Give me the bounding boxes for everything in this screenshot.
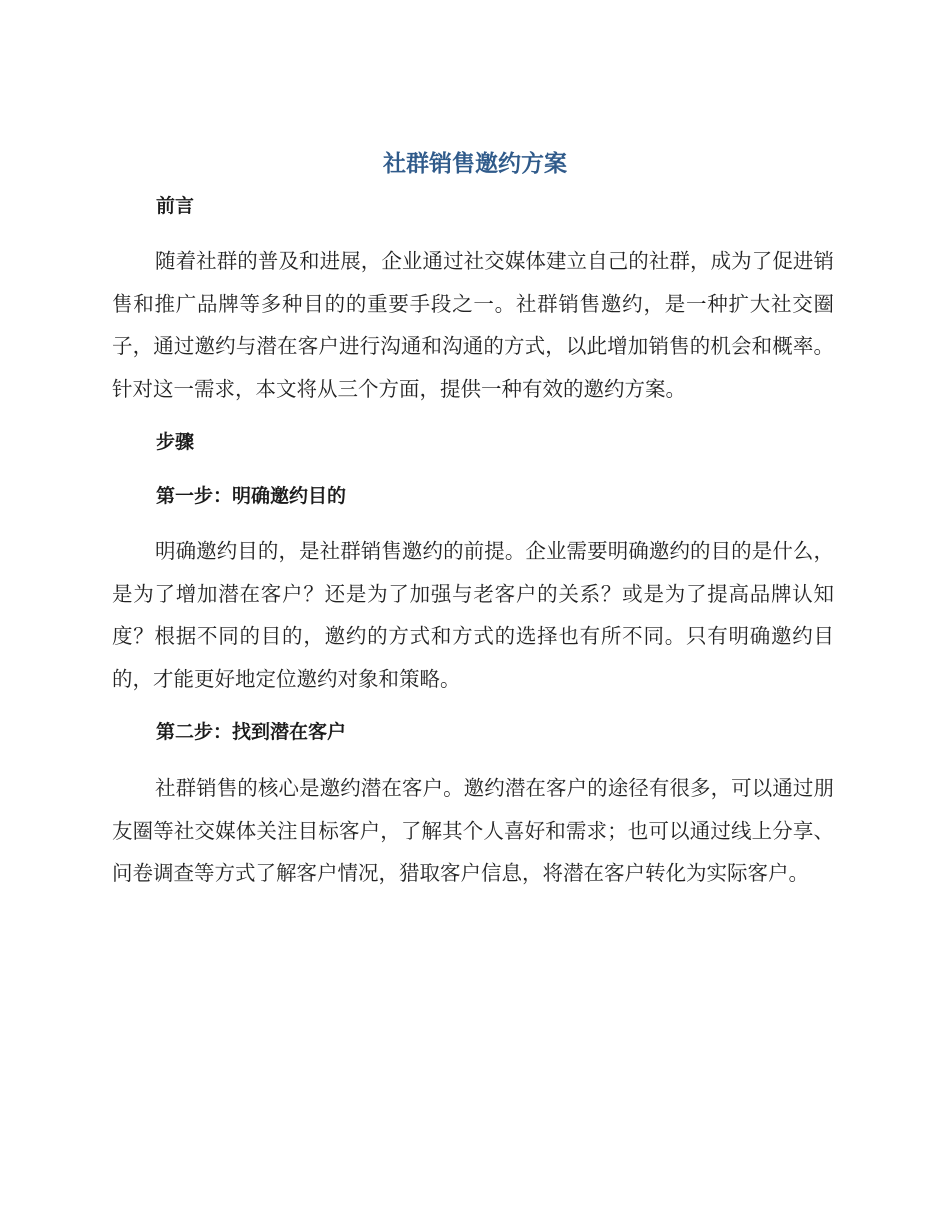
section-heading-preface: 前言 [156, 195, 195, 217]
section-heading-step-two: 第二步：找到潜在客户 [156, 721, 347, 743]
section-heading-step-one: 第一步：明确邀约目的 [156, 485, 347, 507]
section-paragraph-preface: 随着社群的普及和进展，企业通过社交媒体建立自己的社群，成为了促进销售和推广品牌等多种目的的重要手段之一。社群销售邀约，是一种扩大社交圈子，通过邀约与潜在客户进行沟通和沟通的方式，以此增加销售的机会和概率。针对这一需求，本文将从三个方面，提供一种有效的邀约方案。 [112, 249, 834, 401]
document-title: 社群销售邀约方案 [383, 151, 567, 177]
section-heading-steps: 步骤 [156, 431, 195, 453]
section-paragraph-step-one: 明确邀约目的，是社群销售邀约的前提。企业需要明确邀约的目的是什么，是为了增加潜在客户？还是为了加强与老客户的关系？或是为了提高品牌认知度？根据不同的目的，邀约的方式和方式的选择也有所不同。只有明确邀约目的，才能更好地定位邀约对象和策略。 [112, 539, 834, 691]
section-paragraph-step-two: 社群销售的核心是邀约潜在客户。邀约潜在客户的途径有很多，可以通过朋友圈等社交媒体关注目标客户，了解其个人喜好和需求；也可以通过线上分享、问卷调查等方式了解客户情况，猎取客户信息，将潜在客户转化为实际客户。 [112, 776, 834, 885]
